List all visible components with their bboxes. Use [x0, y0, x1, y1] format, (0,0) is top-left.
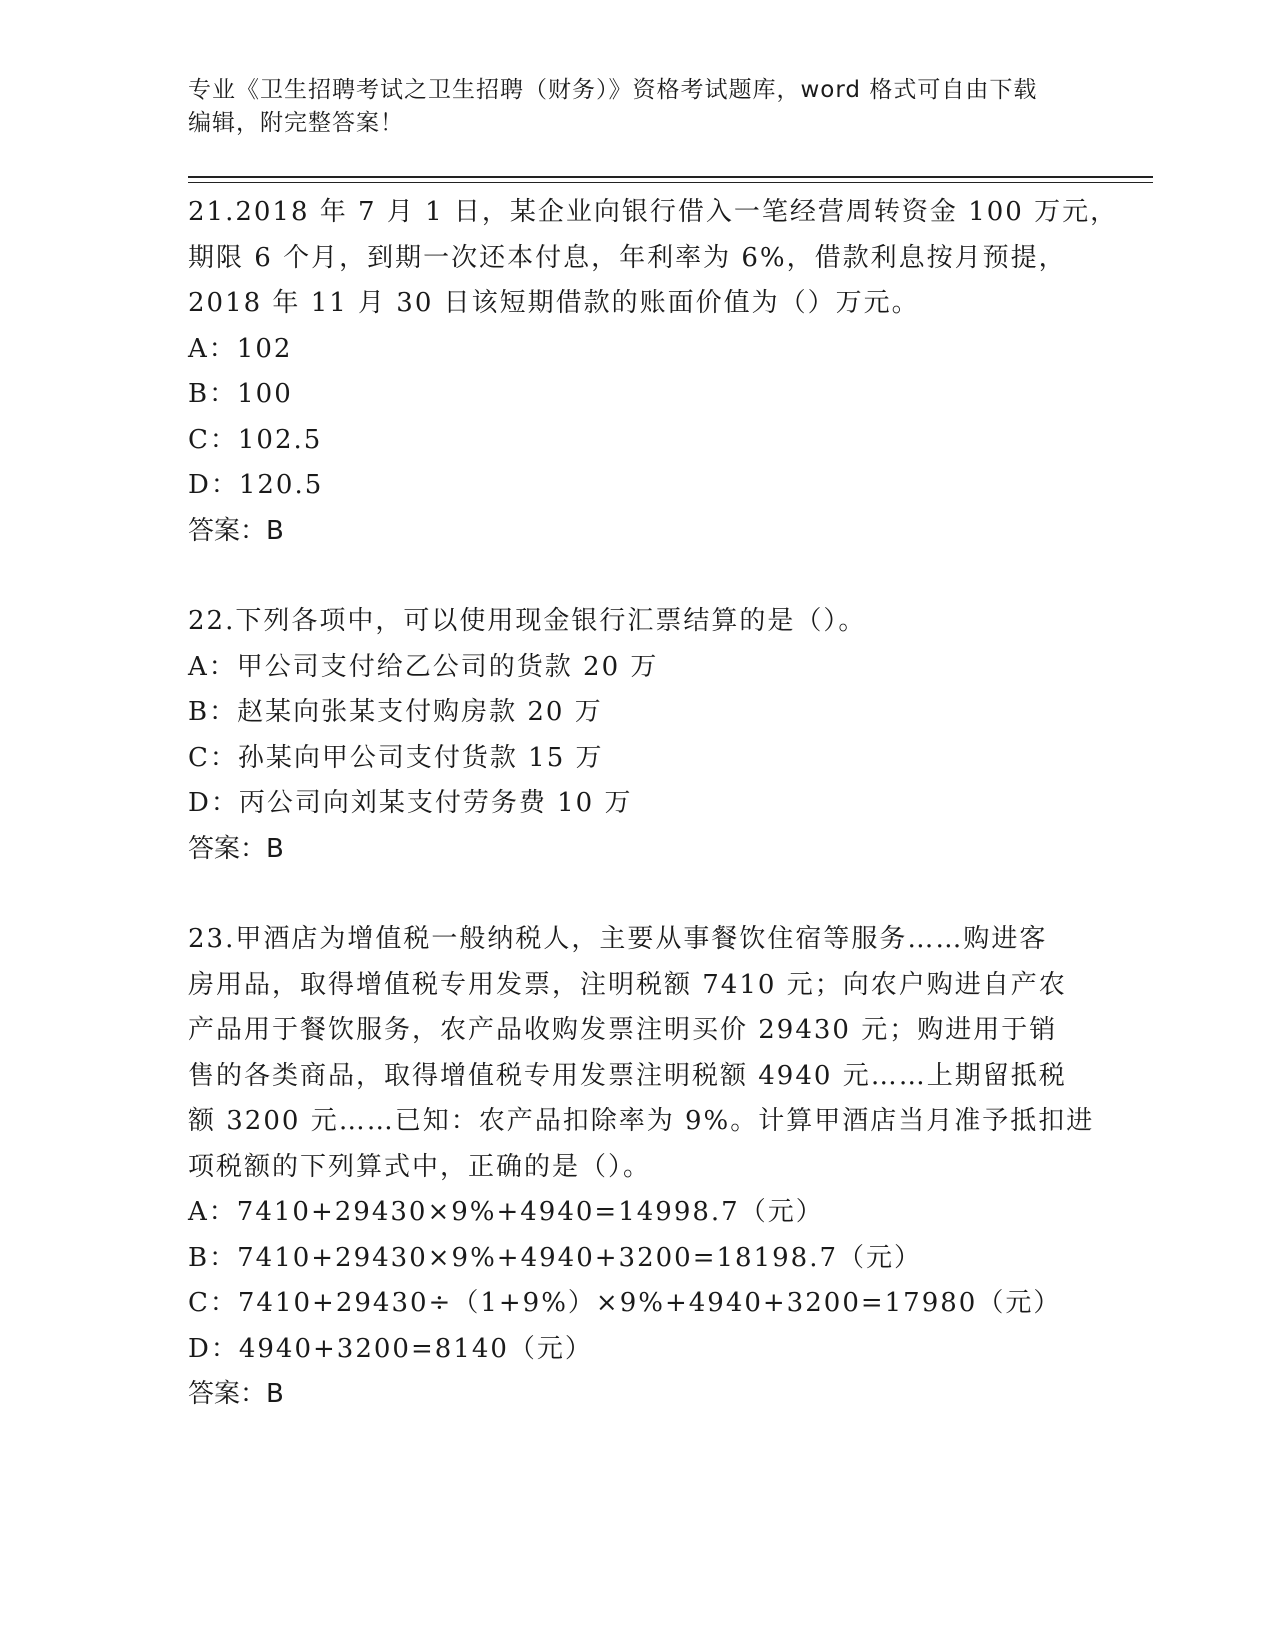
option-d: D：丙公司向刘某支付劳务费 10 万 — [188, 788, 633, 818]
question-stem-line: 额 3200 元……已知：农产品扣除率为 9%。计算甲酒店当月准予抵扣进 — [188, 1106, 1095, 1136]
question-stem-line: 房用品，取得增值税专用发票，注明税额 7410 元；向农户购进自产农 — [188, 969, 1067, 1000]
option-a: A：7410+29430×9%+4940=14998.7（元） — [188, 1197, 824, 1227]
question-stem-line: 期限 6 个月，到期一次还本付息，年利率为 6%，借款利息按月预提， — [188, 242, 1067, 273]
option-b: B：100 — [188, 379, 293, 409]
header-divider-thick — [188, 176, 1153, 178]
question-stem-line: 22.下列各项中，可以使用现金银行汇票结算的是（）。 — [188, 606, 867, 636]
option-b: B：7410+29430×9%+4940+3200=18198.7（元） — [188, 1242, 923, 1273]
option-c: C：孙某向甲公司支付货款 15 万 — [188, 742, 604, 773]
question-spacer — [188, 554, 1088, 599]
question-stem-line: 售的各类商品，取得增值税专用发票注明税额 4940 元……上期留抵税 — [188, 1060, 1067, 1091]
option-a: A：102 — [188, 333, 293, 364]
question-23 — [188, 917, 1095, 1418]
option-c: C：7410+29430÷（1+9%）×9%+4940+3200=17980（元） — [188, 1288, 1062, 1318]
header-divider-thin — [188, 182, 1153, 183]
option-d: D：120.5 — [188, 470, 324, 500]
question-stem-line: 产品用于餐饮服务，农产品收购发票注明买价 29430 元；购进用于销 — [188, 1015, 1058, 1045]
answer-line: 答案：B — [188, 515, 284, 546]
option-d: D：4940+3200=8140（元） — [188, 1333, 593, 1364]
option-c: C：102.5 — [188, 424, 323, 455]
question-21 — [188, 190, 1119, 554]
question-stem-line: 项税额的下列算式中，正确的是（）。 — [188, 1151, 652, 1182]
question-stem-line: 21.2018 年 7 月 1 日，某企业向银行借入一笔经营周转资金 100 万元， — [188, 197, 1119, 227]
answer-line: 答案：B — [188, 833, 284, 864]
question-stem-line: 23.甲酒店为增值税一般纳税人，主要从事餐饮住宿等服务……购进客 — [188, 924, 1048, 954]
option-b: B：赵某向张某支付购房款 20 万 — [188, 697, 603, 727]
question-spacer — [188, 872, 1088, 917]
question-list — [188, 190, 1119, 1418]
document-header — [188, 74, 1088, 140]
header-line-1: 专业《卫生招聘考试之卫生招聘（财务）》资格考试题库，word 格式可自由下载 — [188, 77, 1038, 103]
question-stem-line: 2018 年 11 月 30 日该短期借款的账面价值为（）万元。 — [188, 288, 920, 318]
answer-line: 答案：B — [188, 1379, 284, 1409]
option-a: A：甲公司支付给乙公司的货款 20 万 — [188, 651, 659, 682]
question-22 — [188, 599, 1088, 872]
header-line-2: 编辑，附完整答案！ — [188, 110, 404, 136]
